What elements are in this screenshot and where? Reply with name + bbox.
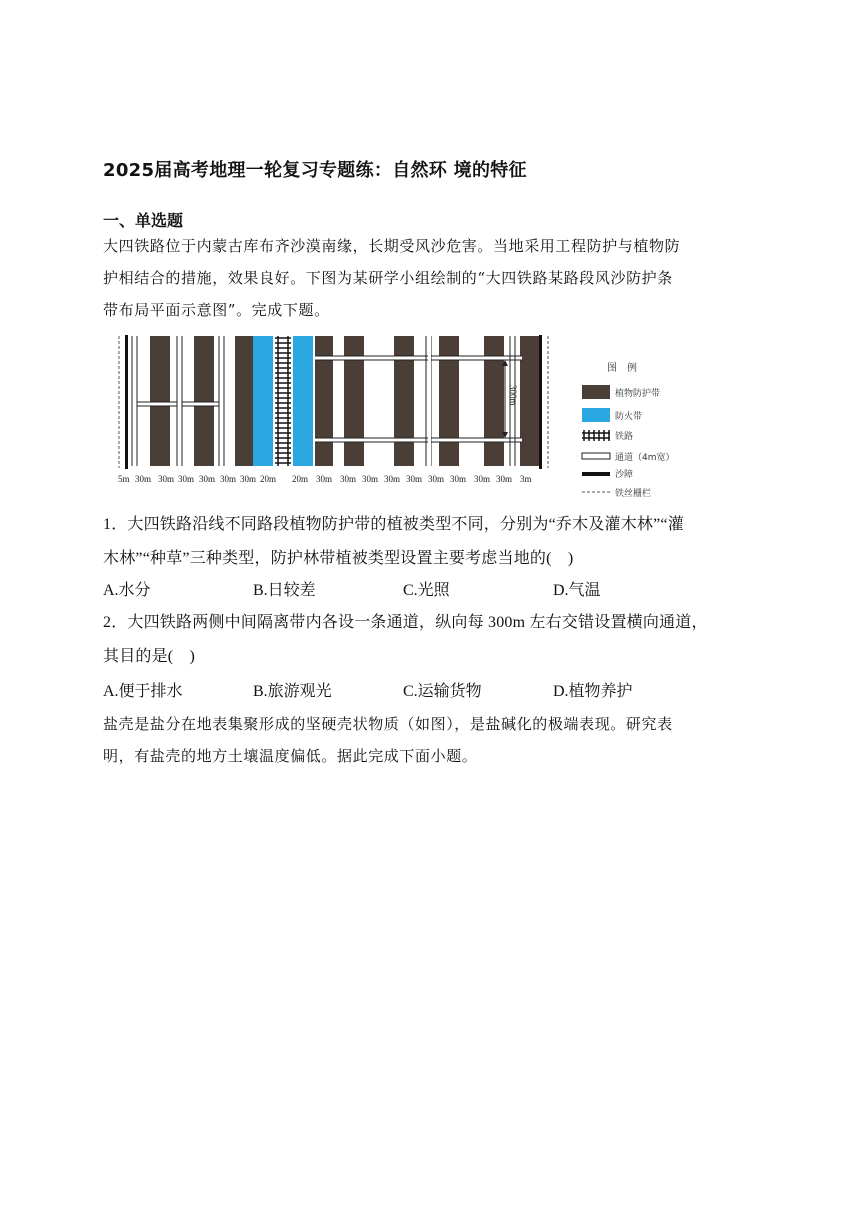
firebreak-swatch [582,408,610,422]
option-c[interactable]: C.运输货物 [403,683,482,700]
option-d[interactable]: D.气温 [553,582,601,599]
scale-labels [118,474,532,484]
scale-label: 30m [220,474,237,484]
intro-line: 护相结合的措施，效果良好。下图为某研学小组绘制的“大四铁路某路段风沙防护条 [103,269,673,287]
legend-label: 植物防护带 [615,389,661,399]
scale-label: 20m [292,474,309,484]
legend-label: 铁路 [615,432,634,442]
legend [582,361,675,499]
scale-label: 30m [240,474,257,484]
scale-label: 30m [340,474,357,484]
railway-track [275,336,291,466]
outro-line: 盐壳是盐分在地表集聚形成的坚硬壳状物质（如图），是盐碱化的极端表现。研究表 [103,715,673,733]
question-line: 其目的是( ) [103,648,196,665]
legend-label: 沙障 [615,470,634,480]
firebreak-right [293,336,313,466]
page-title: 2025届高考地理一轮复习专题练：自然环 境的特征 [103,160,527,181]
scale-label: 30m [199,474,216,484]
scale-label: 30m [158,474,175,484]
windbreak-layout-diagram [112,330,792,505]
question-line: 2．大四铁路两侧中间隔离带内各设一条通道，纵向每 300m 左右交错设置横向通道， [103,614,708,631]
scale-label: 30m [135,474,152,484]
option-b[interactable]: B.旅游观光 [253,683,332,700]
scale-label: 30m [406,474,423,484]
section-heading: 一、单选题 [103,211,184,230]
option-d[interactable]: D.植物养护 [553,683,633,700]
intro-paragraph [103,230,753,326]
question-2 [103,606,753,674]
scale-label: 30m [384,474,401,484]
outro-paragraph [103,708,753,772]
length-label: 300m [508,385,518,406]
legend-label: 通道（4m宽） [615,453,675,463]
scale-label: 30m [496,474,513,484]
option-a[interactable]: A.水分 [103,582,151,599]
scale-label: 30m [362,474,379,484]
railway-symbol [582,430,610,441]
question-line: 木林”“种草”三种类型，防护林带植被类型设置主要考虑当地的( ) [103,550,574,567]
intro-line: 带布局平面示意图”。完成下题。 [103,301,330,319]
option-b[interactable]: B.日较差 [253,582,316,599]
legend-label: 铁丝栅栏 [615,489,652,499]
right-plant-belts [315,336,540,466]
question-1 [103,508,753,576]
scale-label: 30m [316,474,333,484]
scale-label: 3m [520,474,532,484]
scale-label: 30m [450,474,467,484]
left-plant-belts [132,336,253,466]
firebreak-left [253,336,273,466]
option-c[interactable]: C.光照 [403,582,450,599]
intro-line: 大四铁路位于内蒙古库布齐沙漠南缘，长期受风沙危害。当地采用工程防护与植物防 [103,237,681,255]
scale-label: 30m [428,474,445,484]
outro-line: 明，有盐壳的地方土壤温度偏低。据此完成下面小题。 [103,747,478,765]
option-a[interactable]: A.便于排水 [103,683,183,700]
scale-label: 30m [474,474,491,484]
question-line: 1．大四铁路沿线不同路段植物防护带的植被类型不同，分别为“乔木及灌木林”“灌 [103,516,684,533]
passage-symbol [582,453,610,459]
scale-label: 20m [260,474,277,484]
plant-belt-swatch [582,385,610,399]
legend-title: 图 例 [607,363,637,374]
scale-label: 5m [118,474,130,484]
sand-barrier-symbol [582,472,610,476]
legend-label: 防火带 [615,412,643,422]
scale-label: 30m [178,474,195,484]
